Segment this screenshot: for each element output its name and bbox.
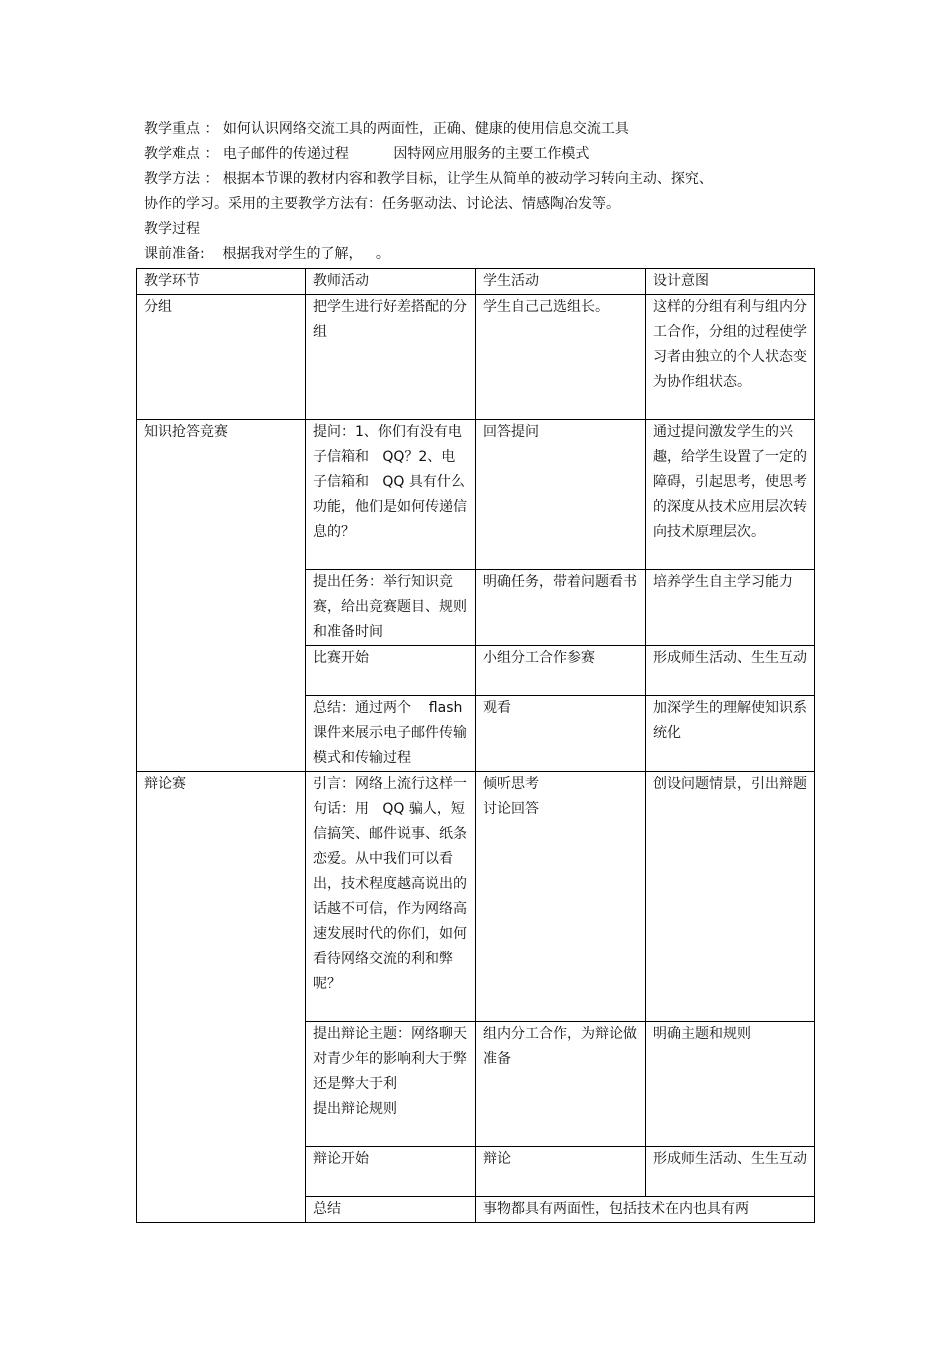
lesson-plan-table xyxy=(136,268,815,1223)
student-activity-cell: 辩论 xyxy=(476,1147,646,1197)
teaching-method-line2: 协作的学习。采用的主要教学方法有：任务驱动法、讨论法、情感陶冶发等。 xyxy=(144,196,620,212)
student-activity-cell: 明确任务，带着问题看书 xyxy=(476,570,646,646)
teacher-activity-cell: 总结：通过两个 flash 课件来展示电子邮件传输模式和传输过程 xyxy=(306,696,476,772)
stage-cell: 知识抢答竞赛 xyxy=(137,420,306,772)
student-activity-cell: 观看 xyxy=(476,696,646,772)
header-stage: 教学环节 xyxy=(137,269,306,295)
teaching-focus: 教学重点 ： 如何认识网络交流工具的两面性，正确、健康的使用信息交流工具 xyxy=(144,121,629,137)
student-activity-cell: 回答提问 xyxy=(476,420,646,570)
teaching-process-title: 教学过程 xyxy=(144,221,200,237)
student-activity-cell: 倾听思考 讨论回答 xyxy=(476,772,646,1022)
design-intent-cell: 创设问题情景，引出辩题 xyxy=(646,772,815,1022)
student-activity-cell: 学生自己己选组长。 xyxy=(476,295,646,420)
teacher-activity-cell: 引言：网络上流行这样一句话：用 QQ 骗人，短信搞笑、邮件说事、纸条恋爱。从中我们可以看出，技术程度越高说出的话越不可信，作为网络高速发展时代的你们，如何看待网络交流的利和弊呢？ xyxy=(306,772,476,1022)
teacher-activity-cell: 总结 xyxy=(306,1197,476,1223)
header-student-activity: 学生活动 xyxy=(476,269,646,295)
stage-cell: 分组 xyxy=(137,295,306,420)
design-intent-cell: 加深学生的理解使知识系统化 xyxy=(646,696,815,772)
table-row xyxy=(137,772,815,1022)
table-header-row xyxy=(137,269,815,295)
teacher-activity-cell: 提问：1、你们有没有电子信箱和 QQ？2、电子信箱和 QQ 具有什么功能，他们是如何传递信息的？ xyxy=(306,420,476,570)
header-teacher-activity: 教师活动 xyxy=(306,269,476,295)
design-intent-cell: 这样的分组有利与组内分工合作，分组的过程使学习者由独立的个人状态变为协作组状态。 xyxy=(646,295,815,420)
student-activity-cell: 组内分工合作，为辩论做准备 xyxy=(476,1022,646,1147)
teacher-activity-cell: 比赛开始 xyxy=(306,646,476,696)
design-intent-cell: 培养学生自主学习能力 xyxy=(646,570,815,646)
teacher-activity-cell: 提出任务：举行知识竞赛，给出竞赛题目、规则和准备时间 xyxy=(306,570,476,646)
table-row xyxy=(137,420,815,570)
table-row xyxy=(137,295,815,420)
design-intent-cell: 明确主题和规则 xyxy=(646,1022,815,1147)
stage-cell: 辩论赛 xyxy=(137,772,306,1223)
teacher-activity-cell: 辩论开始 xyxy=(306,1147,476,1197)
teaching-difficulty: 教学难点 ： 电子邮件的传递过程 因特网应用服务的主要工作模式 xyxy=(144,146,590,162)
teaching-method-line1: 教学方法 ： 根据本节课的教材内容和教学目标，让学生从简单的被动学习转向主动、探究、 xyxy=(144,171,713,187)
teacher-activity-cell: 提出辩论主题：网络聊天对青少年的影响利大于弊还是弊大于利 提出辩论规则 xyxy=(306,1022,476,1147)
student-activity-cell: 小组分工合作参赛 xyxy=(476,646,646,696)
design-intent-cell: 形成师生活动、生生互动 xyxy=(646,1147,815,1197)
design-intent-cell: 形成师生活动、生生互动 xyxy=(646,646,815,696)
teacher-activity-cell: 把学生进行好差搭配的分组 xyxy=(306,295,476,420)
pre-class-preparation: 课前准备: 根据我对学生的了解， 。 xyxy=(144,246,390,262)
summary-cell: 事物都具有两面性，包括技术在内也具有两 xyxy=(476,1197,815,1223)
lesson-intro xyxy=(144,117,824,267)
header-design-intent: 设计意图 xyxy=(646,269,815,295)
design-intent-cell: 通过提问激发学生的兴趣，给学生设置了一定的障碍，引起思考，使思考的深度从技术应用层次转向技术原理层次。 xyxy=(646,420,815,570)
